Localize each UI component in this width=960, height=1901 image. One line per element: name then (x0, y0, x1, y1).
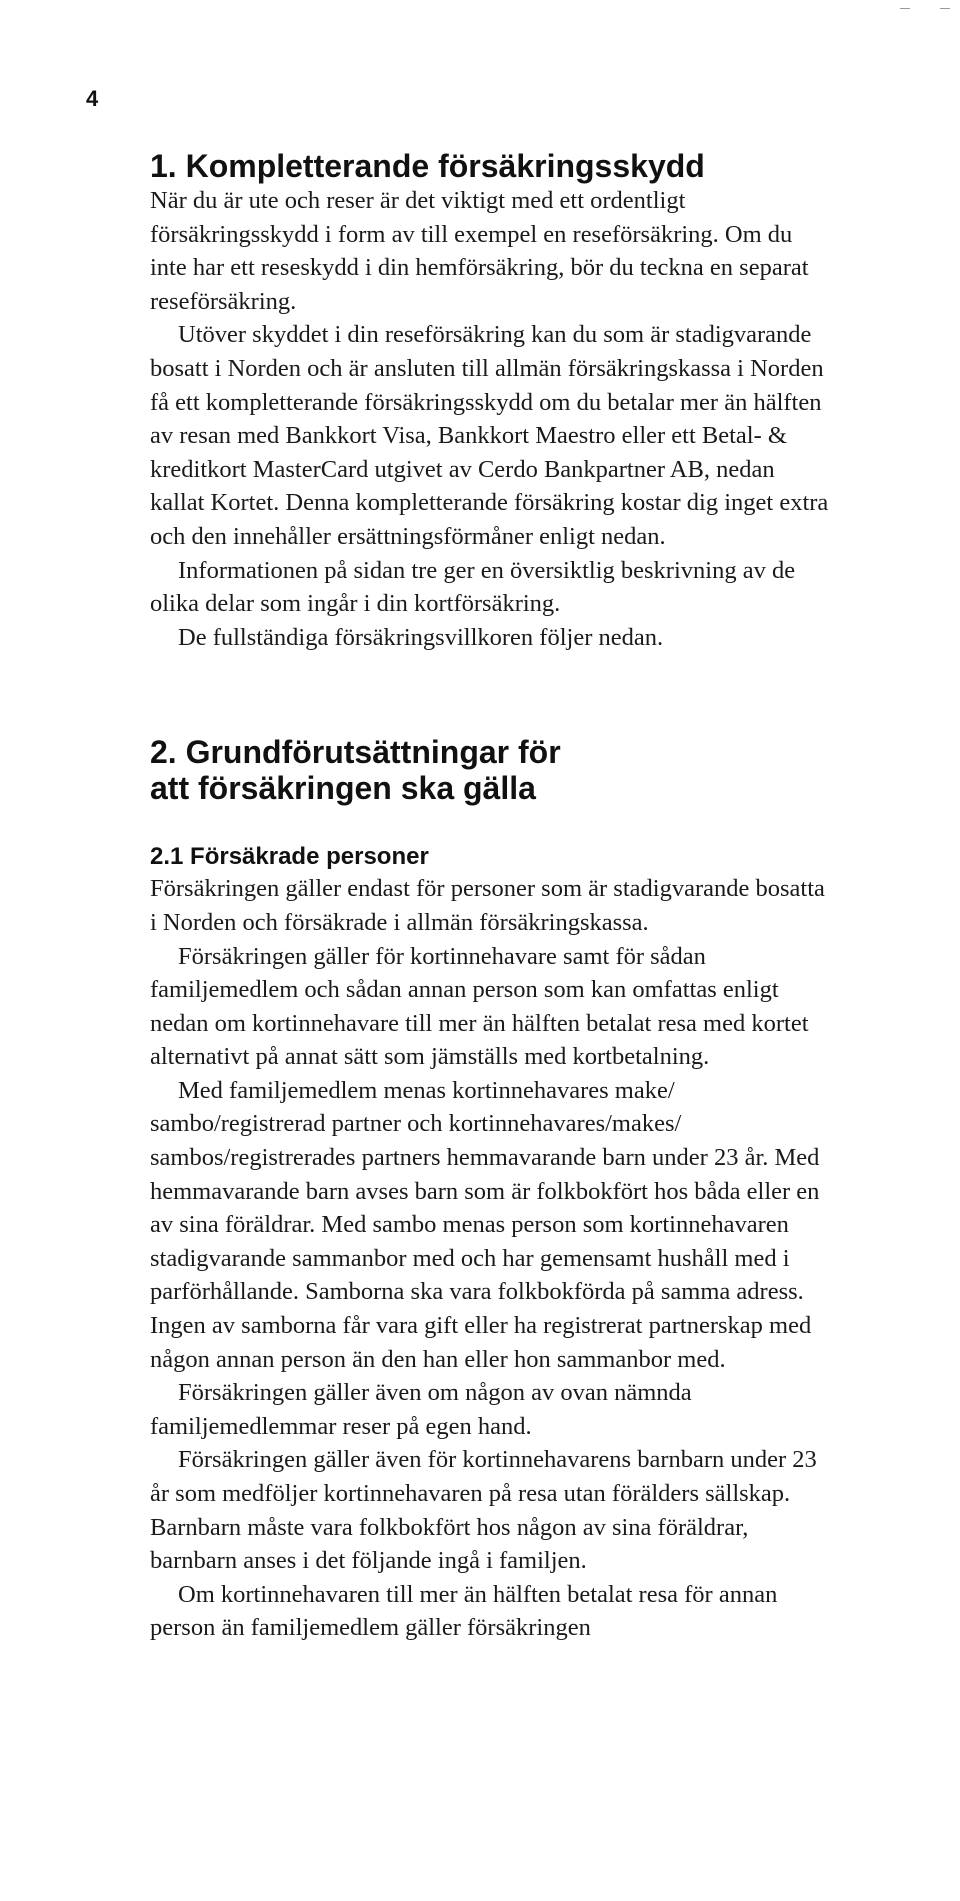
section2-heading-line1: 2. Grundförutsättningar för (150, 734, 561, 771)
section1-paragraph: Utöver skyddet i din reseförsäkring kan du som är stadigvarande bosatt i Norden och är ansluten till allmän försäkringskassa i Norden få ett kompletterande försäkringsskydd om du betalar mer än hälften av resan med Bankkort Visa, Bankkort Maestro eller ett Betal- & kreditkort MasterCard utgivet av Cerdo Bankpartner AB, nedan kallat Kortet. Denna kompletterande försäkring kostar dig inget extra och den innehåller ersättningsförmåner enligt nedan. (150, 321, 829, 550)
document-body (150, 148, 830, 1645)
crop-marks (900, 0, 960, 20)
section1-paragraph: De fullständiga försäkringsvillkoren följer nedan. (178, 623, 664, 651)
subsection-paragraph: Försäkringen gäller även om någon av ovan nämnda familjemedlemmar reser på egen hand. (150, 1379, 692, 1440)
section2-heading-line2: att försäkringen ska gälla (150, 770, 536, 807)
page-number: 4 (86, 86, 99, 111)
subsection-paragraph: Försäkringen gäller för kortinnehavare samt för sådan familjemedlem och sådan annan person som kan omfattas enligt nedan om kortinnehavare till mer än hälften betalat resa med kortet alternativt på annat sätt som jämställs med kortbetalning. (150, 942, 809, 1071)
subsection-paragraph: Om kortinnehavaren till mer än hälften betalat resa för annan person än familjemedlem gäller försäkringen (150, 1580, 778, 1642)
subsection-paragraph: Försäkringen gäller även för kortinnehavarens barnbarn under 23 år som medföljer kortinnehavaren på resa utan förälders sällskap. Barnbarn måste vara folkbokfört hos någon av sina föräldrar, barnbarn anses i det följande ingå i familjen. (150, 1446, 817, 1575)
section2-heading (150, 734, 830, 806)
subsection-2-1-heading: 2.1 Försäkrade personer (150, 843, 429, 871)
section1-paragraph: När du är ute och reser är det viktigt med ett ordentligt försäkringsskydd i form av till exempel en reseförsäkring. Om du inte har ett reseskydd i din hemförsäkring, bör du teckna en separat reseförsäkring. (150, 187, 809, 315)
section1-heading: 1. Kompletterande försäkringsskydd (150, 148, 705, 184)
subsection-paragraph: Försäkringen gäller endast för personer som är stadigvarande bosatta i Norden och försäkrade i allmän försäkringskassa. (150, 875, 825, 936)
section1-paragraph: Informationen på sidan tre ger en översiktlig beskrivning av de olika delar som ingår i din kortförsäkring. (150, 556, 796, 618)
subsection-paragraph: Med familjemedlem menas kortinnehavares make/ sambo/registrerad partner och kortinnehavares/makes/ sambos/registrerades partners hemmavarande barn under 23 år. Med hemmavarande barn avses barn som är folkbokfört hos båda eller en av sina föräldrar. Med sambo menas person som kortinnehavaren stadigvarande sammanbor med och har gemensamt hushåll med i parförhållande. Samborna ska vara folkbokförda på samma adress. Ingen av samborna får vara gift eller ha registrerat partnerskap med någon annan person än den han eller hon sammanbor med. (150, 1076, 820, 1373)
